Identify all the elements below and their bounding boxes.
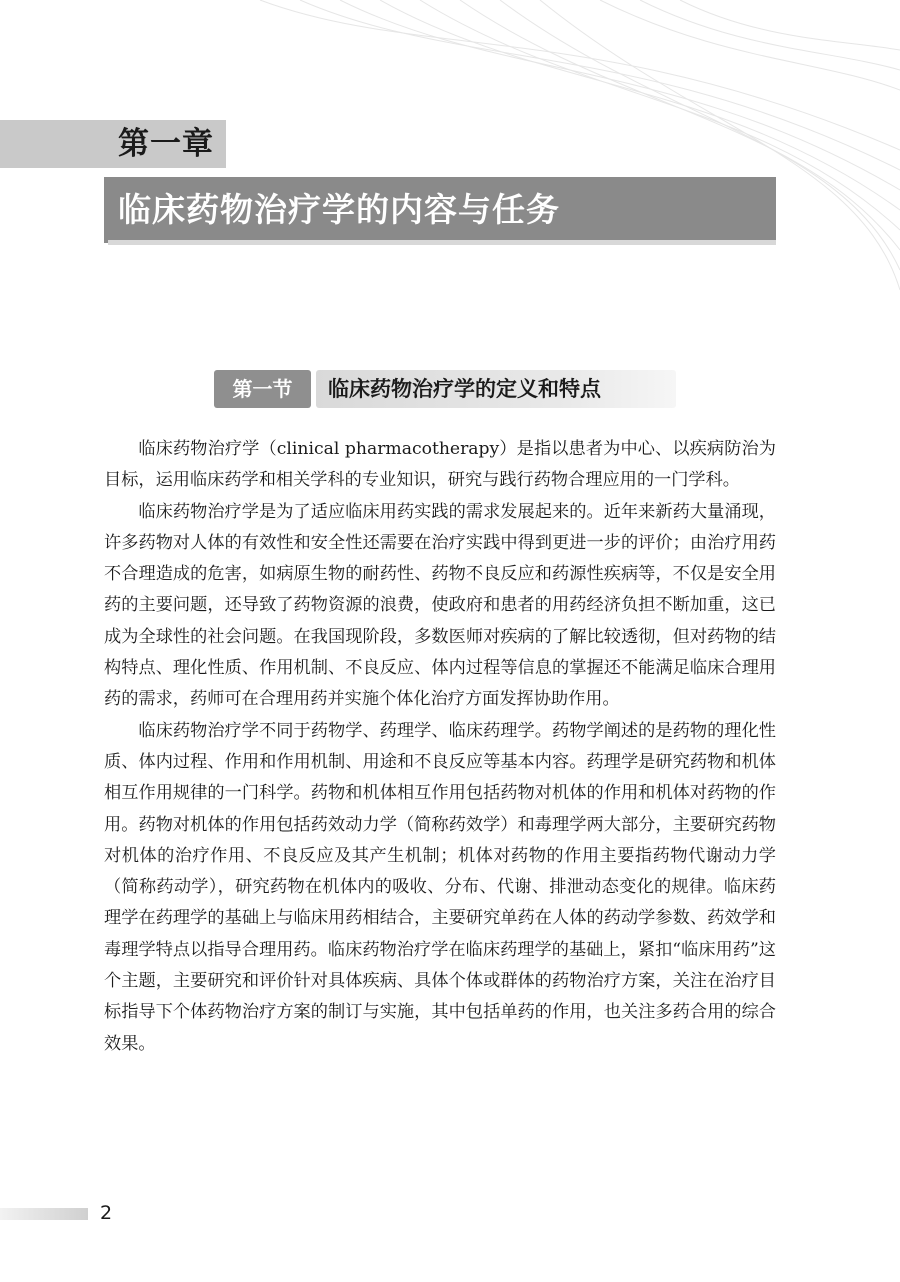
footer-bar <box>0 1208 88 1220</box>
section-number-tag: 第一节 <box>214 370 311 408</box>
section-title: 临床药物治疗学的定义和特点 <box>328 377 601 401</box>
body-text <box>104 434 776 1060</box>
paragraph: 临床药物治疗学（clinical pharmacotherapy）是指以患者为中心、以疾病防治为目标，运用临床药学和相关学科的专业知识，研究与践行药物合理应用的一门学科。 <box>104 439 776 491</box>
paragraph: 临床药物治疗学不同于药物学、药理学、临床药理学。药物学阐述的是药物的理化性质、体内过程、作用和作用机制、用途和不良反应等基本内容。药理学是研究药物和机体相互作用规律的一门科学。药物和机体相互作用包括药物对机体的作用和机体对药物的作用。药物对机体的作用包括药效动力学（简称药效学）和毒理学两大部分，主要研究药物对机体的治疗作用、不良反应及其产生机制；机体对药物的作用主要指药物代谢动力学（简称药动学），研究药物在机体内的吸收、分布、代谢、排泄动态变化的规律。临床药理学在药理学的基础上与临床用药相结合，主要研究单药在人体的药动学参数、药效学和毒理学特点以指导合理用药。临床药物治疗学在临床药理学的基础上，紧扣“临床用药”这个主题，主要研究和评价针对具体疾病、具体个体或群体的药物治疗方案，关注在治疗目标指导下个体药物治疗方案的制订与实施，其中包括单药的作用，也关注多药合用的综合效果。 <box>104 720 776 1054</box>
page-number: 2 <box>100 1202 113 1224</box>
chapter-label: 第一章 <box>118 126 214 162</box>
paragraph: 临床药物治疗学是为了适应临床用药实践的需求发展起来的。近年来新药大量涌现，许多药物对人体的有效性和安全性还需要在治疗实践中得到更进一步的评价；由治疗用药不合理造成的危害，如病原生物的耐药性、药物不良反应和药源性疾病等，不仅是安全用药的主要问题，还导致了药物资源的浪费，使政府和患者的用药经济负担不断加重，这已成为全球性的社会问题。在我国现阶段，多数医师对疾病的了解比较透彻，但对药物的结构特点、理化性质、作用机制、不良反应、体内过程等信息的掌握还不能满足临床合理用药的需求，药师可在合理用药并实施个体化治疗方面发挥协助作用。 <box>104 501 776 710</box>
chapter-title: 临床药物治疗学的内容与任务 <box>118 190 560 229</box>
